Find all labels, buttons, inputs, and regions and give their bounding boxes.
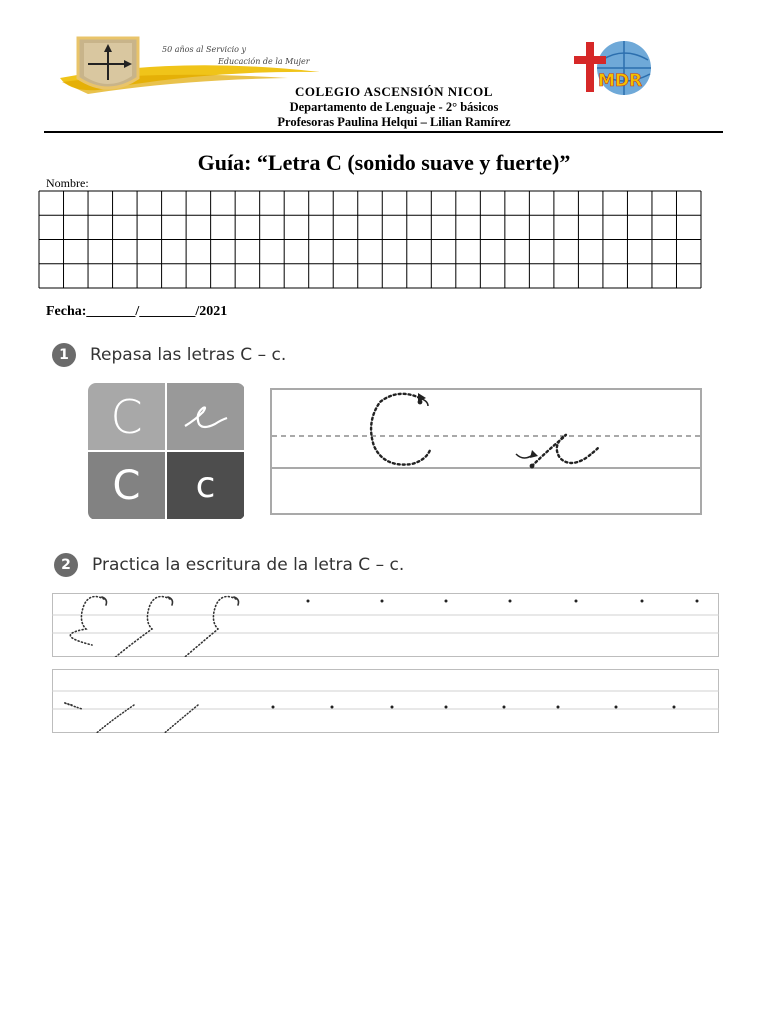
- header-divider: [44, 131, 723, 133]
- tile-lowercase-cursive: [167, 383, 244, 450]
- start-dot: [696, 600, 699, 603]
- trace-uppercase-c: [84, 597, 236, 657]
- letter-tiles: [88, 383, 245, 520]
- motto-line2: Educación de la Mujer: [218, 57, 310, 66]
- motto-line1: 50 años al Servicio y: [162, 45, 247, 54]
- start-dot: [503, 706, 506, 709]
- start-dot: [445, 600, 448, 603]
- start-dot: [445, 706, 448, 709]
- section-2-number: 2: [54, 553, 78, 577]
- start-dot: [641, 600, 644, 603]
- page-title: Guía: “Letra C (sonido suave y fuerte)”: [197, 150, 571, 175]
- start-dot: [557, 706, 560, 709]
- start-dot: [575, 600, 578, 603]
- practice-uppercase-row[interactable]: [52, 593, 719, 657]
- school-name: COLEGIO ASCENSIÓN NICOL: [295, 84, 493, 99]
- tile-uppercase-outline: C: [88, 383, 165, 450]
- section-1-number: 1: [52, 343, 76, 367]
- teachers-line: Profesoras Paulina Helqui – Lilian Ramírez: [277, 115, 511, 129]
- start-dot: [673, 706, 676, 709]
- start-dot: [391, 706, 394, 709]
- trace-uppercase-c: [70, 597, 104, 645]
- cursive-c-icon: [181, 400, 231, 434]
- section-1-heading: [52, 343, 286, 367]
- tile-uppercase-print: C: [88, 452, 165, 519]
- tracing-box[interactable]: [270, 388, 702, 515]
- section-1-text: Repasa las letras C – c.: [90, 345, 287, 365]
- start-dot: [307, 600, 310, 603]
- start-dot: [272, 706, 275, 709]
- trace-lowercase-c: [64, 703, 82, 709]
- department-line: Departamento de Lenguaje - 2° básicos: [289, 100, 499, 114]
- start-dot: [509, 600, 512, 603]
- name-writing-grid[interactable]: [38, 190, 702, 294]
- start-dot: [331, 706, 334, 709]
- section-2-text: Practica la escritura de la letra C – c.: [92, 555, 405, 575]
- date-line[interactable]: Fecha:_______/________/2021: [46, 304, 228, 319]
- tile-lowercase-print: c: [167, 452, 244, 519]
- start-dot: [381, 600, 384, 603]
- section-2-heading: [54, 553, 404, 577]
- practice-lowercase-row[interactable]: [52, 669, 719, 733]
- start-dot: [615, 706, 618, 709]
- trace-uppercase-c: [81, 597, 170, 657]
- mdr-logo-text: MDR: [598, 71, 643, 91]
- name-label: Nombre:: [46, 176, 89, 190]
